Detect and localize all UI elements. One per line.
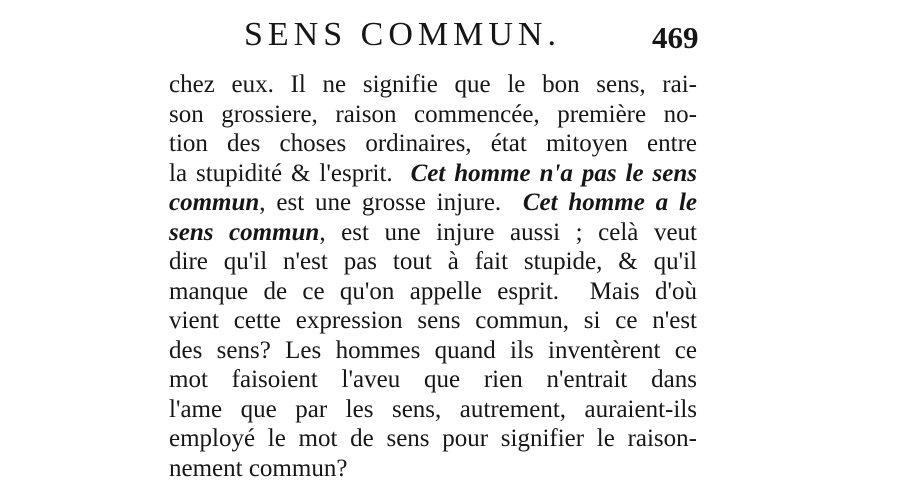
text-line [169,454,697,483]
text-line [169,70,697,100]
text-line [169,247,697,277]
text-line [169,159,697,189]
text-line [169,365,697,395]
italic-phrase: commun [169,189,259,216]
text-line [169,277,697,307]
text-segment: , est une grosse injure. [259,189,523,216]
text-segment: son grossiere, raison commencée, première no- [169,101,697,128]
page-number: 469 [652,22,699,53]
text-segment: manque de ce qu'on appelle esprit. Mais d'où [169,278,697,305]
italic-phrase: sens commun [169,219,319,246]
italic-phrase: Cet homme a le [523,189,697,216]
text-segment: tion des choses ordinaires, état mitoyen entre [169,130,697,157]
text-line [169,188,697,218]
text-segment: employé le mot de sens pour signifier le raison- [169,425,697,452]
text-segment: l'ame que par les sens, autrement, auraient-ils [169,396,697,423]
text-line [169,129,697,159]
text-segment: vient cette expression sens commun, si ce n'est [169,307,697,334]
text-line [169,395,697,425]
text-segment: , est une injure aussi ; celà veut [319,219,697,246]
text-line [169,306,697,336]
text-line [169,100,697,130]
text-segment: dire qu'il n'est pas tout à fait stupide, & qu'il [169,248,697,275]
text-line [169,424,697,454]
text-segment: nement commun? [169,455,347,482]
text-line [169,218,697,248]
italic-phrase: Cet homme n'a pas le sens [411,160,697,187]
body-text [169,70,697,483]
running-title: SENS COMMUN. [244,18,561,52]
running-head [200,10,700,60]
text-line [169,336,697,366]
text-segment: des sens? Les hommes quand ils inventèrent ce [169,337,697,364]
text-segment: mot faisoient l'aveu que rien n'entrait dans [169,366,697,393]
text-segment: la stupidité & l'esprit. [169,160,411,187]
text-segment: chez eux. Il ne signifie que le bon sens, rai- [169,71,697,98]
